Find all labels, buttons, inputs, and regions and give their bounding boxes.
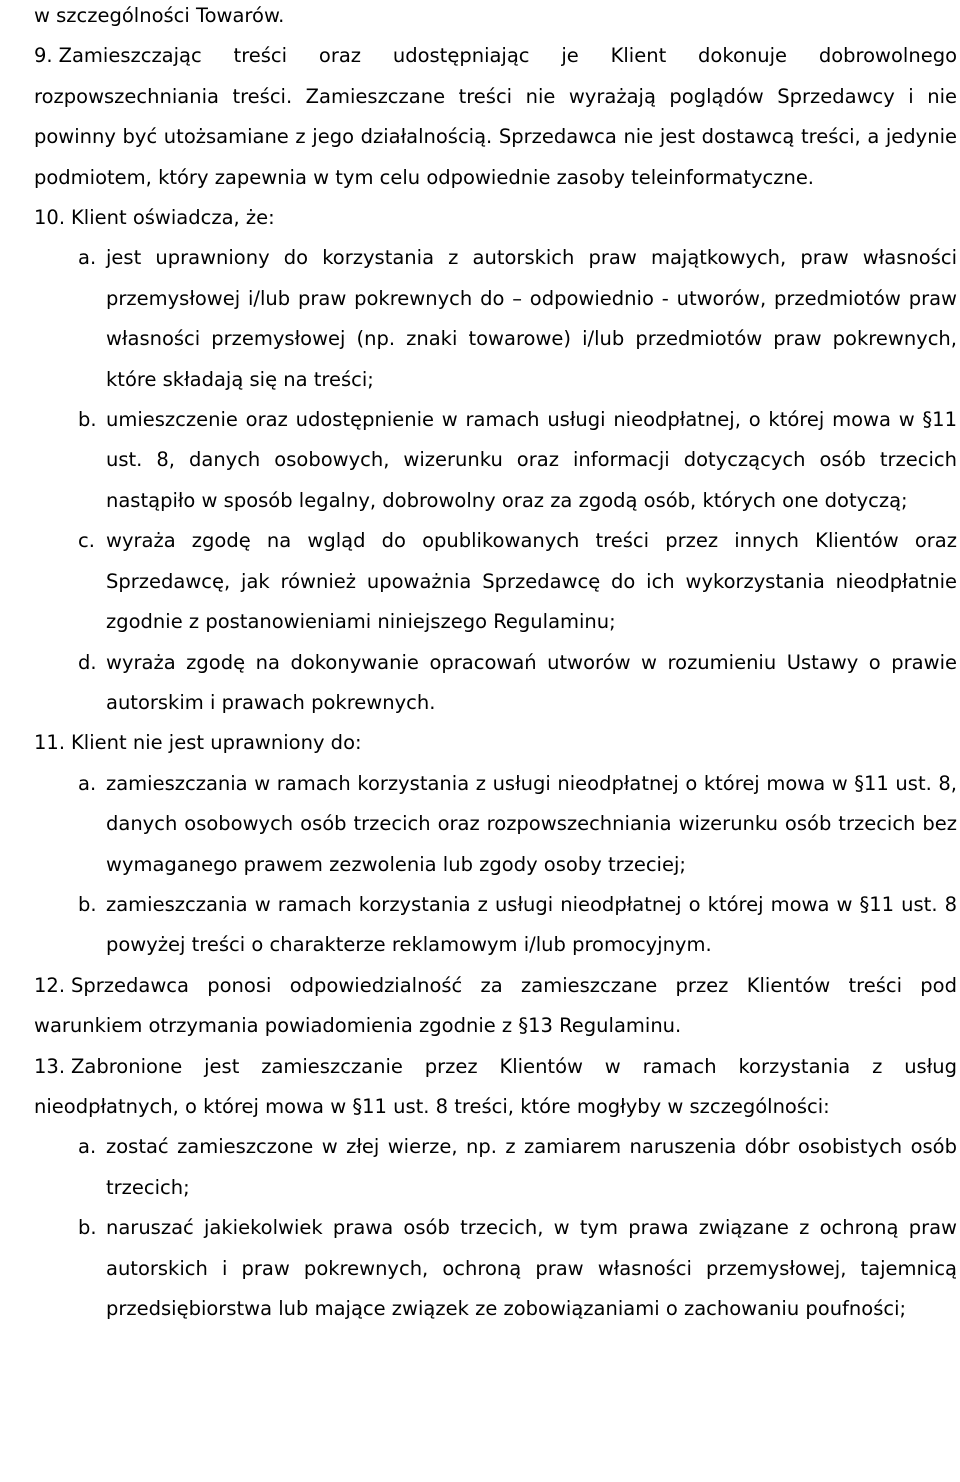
clause-number: 13. bbox=[34, 1054, 66, 1078]
sub-text: zostać zamieszczone w złej wierze, np. z zamiarem naruszenia dóbr osobistych osób trzecich; bbox=[106, 1135, 957, 1199]
clause-number: 9. bbox=[34, 44, 53, 68]
sub-text: wyraża zgodę na wgląd do opublikowanych treści przez innych Klientów oraz Sprzedawcę, jak również upoważnia Sprzedawcę do ich wykorzystania nieodpłatnie zgodnie z postanowieniami niniejszego Regulaminu; bbox=[106, 529, 957, 634]
clause-10 bbox=[34, 198, 957, 238]
clause-text: Klient oświadcza, że: bbox=[71, 206, 275, 230]
sub-letter: a. bbox=[78, 771, 97, 795]
sub-text: zamieszczania w ramach korzystania z usługi nieodpłatnej o której mowa w §11 ust. 8, danych osobowych osób trzecich oraz rozpowszechniania wizerunku osób trzecich bez wymaganego prawem zezwolenia lub zgody osoby trzeciej; bbox=[106, 771, 957, 876]
clause-text: Sprzedawca ponosi odpowiedzialność za zamieszczane przez Klientów treści pod warunkiem otrzymania powiadomienia zgodnie z §13 Regulaminu. bbox=[34, 973, 957, 1038]
clause-number: 12. bbox=[34, 973, 66, 997]
clause-text: Zamieszczając treści oraz udostępniając je Klient dokonuje dobrowolnego rozpowszechniania treści. Zamieszczane treści nie wyrażają poglądów Sprzedawcy i nie powinny być utożsamiane z jego działalnością. Sprzedawca nie jest dostawcą treści, a jedynie podmiotem, który zapewnia w tym celu odpowiednie zasoby teleinformatyczne. bbox=[34, 44, 957, 189]
clause-text: Zabronione jest zamieszczanie przez Klientów w ramach korzystania z usług nieodpłatnych, o której mowa w §11 ust. 8 treści, które mogłyby w szczególności: bbox=[34, 1054, 957, 1118]
clause-number: 11. bbox=[34, 731, 66, 755]
lead-text: w szczególności Towarów. bbox=[34, 4, 285, 27]
sub-letter: a. bbox=[78, 1135, 97, 1159]
document-body bbox=[34, 0, 957, 1329]
sub-letter: b. bbox=[78, 892, 97, 916]
sub-letter: d. bbox=[78, 650, 97, 674]
clause-10-a bbox=[34, 238, 957, 400]
clause-12 bbox=[34, 966, 957, 1047]
clause-13 bbox=[34, 1047, 957, 1128]
clause-13-a bbox=[34, 1127, 957, 1208]
sub-letter: b. bbox=[78, 408, 97, 432]
clause-11-b bbox=[34, 885, 957, 966]
clause-10-b bbox=[34, 400, 957, 521]
sub-letter: a. bbox=[78, 246, 97, 270]
clause-13-b bbox=[34, 1208, 957, 1329]
clause-9 bbox=[34, 36, 957, 198]
clause-10-c bbox=[34, 521, 957, 642]
sub-letter: b. bbox=[78, 1216, 97, 1240]
sub-text: jest uprawniony do korzystania z autorskich praw majątkowych, praw własności przemysłowej i/lub praw pokrewnych do – odpowiednio - utworów, przedmiotów praw własności przemysłowej (np. znaki towarowe) i/lub przedmiotów praw pokrewnych, które składają się na treści; bbox=[106, 246, 957, 391]
sub-letter: c. bbox=[78, 529, 95, 553]
sub-text: zamieszczania w ramach korzystania z usługi nieodpłatnej o której mowa w §11 ust. 8 powyżej treści o charakterze reklamowym i/lub promocyjnym. bbox=[106, 892, 957, 957]
clause-11 bbox=[34, 723, 957, 763]
sub-text: wyraża zgodę na dokonywanie opracowań utworów w rozumieniu Ustawy o prawie autorskim i prawach pokrewnych. bbox=[106, 650, 957, 714]
sub-text: umieszczenie oraz udostępnienie w ramach usługi nieodpłatnej, o której mowa w §11 ust. 8, danych osobowych, wizerunku oraz informacji dotyczących osób trzecich nastąpiło w sposób legalny, dobrowolny oraz za zgodą osób, których one dotyczą; bbox=[106, 408, 957, 512]
clause-11-a bbox=[34, 764, 957, 885]
sub-text: naruszać jakiekolwiek prawa osób trzecich, w tym prawa związane z ochroną praw autorskich i praw pokrewnych, ochroną praw własności przemysłowej, tajemnicą przedsiębiorstwa lub mające związek ze zobowiązaniami o zachowaniu poufności; bbox=[106, 1216, 957, 1320]
clause-10-d bbox=[34, 643, 957, 724]
clause-text: Klient nie jest uprawniony do: bbox=[71, 731, 362, 755]
clause-number: 10. bbox=[34, 206, 66, 230]
